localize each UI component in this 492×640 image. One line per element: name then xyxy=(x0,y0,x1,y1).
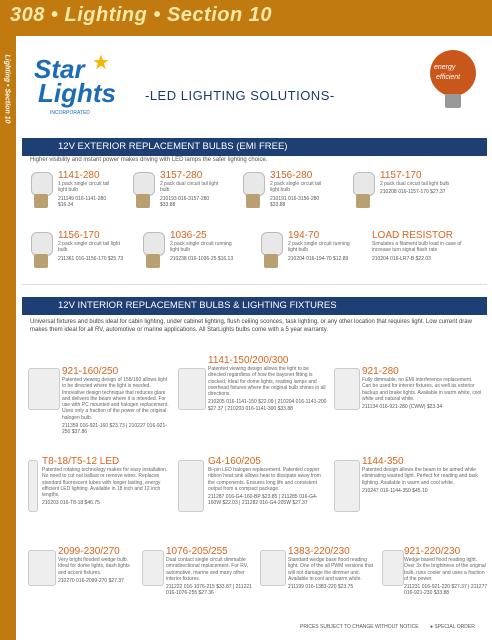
product-title: T8-18/T5-12 LED xyxy=(42,456,120,467)
fixture-image-icon xyxy=(334,368,360,410)
product-price: 210204 016-LR7-B $22.03 xyxy=(372,255,431,262)
product-title: 1144-350 xyxy=(362,456,404,467)
exterior-subtitle: Higher visibility and instant power makes driving with LED lamps the safer lighting choice. xyxy=(30,157,268,163)
product-title: 1157-170 xyxy=(380,170,422,181)
product-1383-220-230 xyxy=(288,546,378,590)
product-title: G4-160/205 xyxy=(208,456,261,467)
product-desc: Patented viewing design of 158/160 allows light to be directed where the light is needed. Innovative design technique that reduces glare and delivers the beam where it is intended. For use with PC mounted and halogen replacement. Uses only a fraction of the power of the original halogen bulb. xyxy=(62,377,169,421)
product-2099-230-270 xyxy=(58,546,138,584)
product-desc: Patented design allows the beam to be aimed while eliminating wasted light. Perfect for reading and task lighting. Available in warm and cool white. xyxy=(362,467,478,486)
product-3157-280 xyxy=(160,170,220,208)
product-title: 3156-280 xyxy=(270,170,313,181)
product-title: 1156-170 xyxy=(58,230,100,241)
product-price: 211359 016-921-160 $23.73 | 210227 016-921-250 $37.86 xyxy=(62,422,167,435)
product-194-70 xyxy=(288,230,358,262)
product-1157-170 xyxy=(380,170,470,196)
footer-special-order xyxy=(430,624,475,630)
product-1076-205-255 xyxy=(166,546,256,597)
logo-line1: Star xyxy=(34,54,85,84)
logo-inc: INCORPORATED xyxy=(50,110,90,116)
bulb-image-icon xyxy=(28,172,54,208)
star-icon: ★ xyxy=(92,52,110,74)
fixture-image-icon xyxy=(28,550,56,586)
product-title: 921-160/250 xyxy=(62,366,119,377)
divider xyxy=(22,284,487,285)
bulb-image-icon xyxy=(350,172,376,208)
special-order-icon: ● xyxy=(430,624,434,630)
product-desc: Fully dimmable, no EMI interference replacement. Can be used for interior fixtures, as well as exterior backup and brake lights. Available in warm white, cool white and natural white. xyxy=(362,377,482,402)
product-price: 210247 016-1144-350 $45.10 xyxy=(362,487,428,494)
product-price: 210191 016-3156-280 $33.88 xyxy=(270,195,320,208)
fixture-image-icon xyxy=(178,368,206,410)
product-desc: 2 pack dual circuit tail light bulb xyxy=(380,181,450,187)
product-title: 3157-280 xyxy=(160,170,203,181)
product-price: 211134 016-921-280 (CWW) $23.34 xyxy=(362,404,443,410)
tube-image-icon xyxy=(28,460,38,512)
product-desc: Simulates a filament bulb load in case of increase turn signal flash rate xyxy=(372,241,462,254)
product-desc: Wedge based flood reading light. Over 3x the brightness of the original bulb, runs cooler and uses a fraction of the power. xyxy=(404,557,486,582)
product-921-280 xyxy=(362,366,482,410)
product-desc: Very bright flooded wedge bulb. Ideal for dome lights, dash lights and accent fixtures. xyxy=(58,557,130,576)
product-desc: Patented viewing design allows the light to be directed regardless of how the bayonet fitting is clocked. Ideal for dome lights, reading lamps and overhead fixtures where the original bulb shines in all directions. xyxy=(208,366,326,397)
product-g4-160-205 xyxy=(208,456,328,507)
product-title: 921-220/230 xyxy=(404,546,461,557)
bulb-image-icon xyxy=(28,232,54,268)
product-1156-170 xyxy=(58,230,128,262)
product-1141-280 xyxy=(58,170,118,208)
bulb-image-icon xyxy=(240,172,266,208)
product-title: 1036-25 xyxy=(170,230,207,241)
energy-line2: efficient xyxy=(436,74,461,81)
product-price: 210270 016-2099-270 $27.37 xyxy=(58,577,124,584)
fixture-image-icon xyxy=(28,368,60,410)
bulb-icon xyxy=(430,50,476,96)
fixture-image-icon xyxy=(142,550,164,586)
product-price: 210193 016-3157-280 $33.88 xyxy=(160,195,210,208)
page-heading: -LED LIGHTING SOLUTIONS- xyxy=(145,88,335,103)
product-desc: 2 pack dual circuit tail light bulb xyxy=(160,181,219,194)
exterior-banner xyxy=(22,138,487,156)
interior-intro: Universal fixtures and bulbs ideal for cabin lighting, under cabinet lighting, flush ceiling sconces, task lighting, or any other location that requires light. Low current draw makes them ideal for all RV, automotive or marine applications. All StarLights bulbs come with a 5 year warranty. xyxy=(30,319,472,334)
bulb-base-icon xyxy=(445,94,461,108)
product-title: 921-280 xyxy=(362,366,399,377)
product-price: 211361 016-1156-170 $25.73 xyxy=(58,255,124,262)
product-price: 211231 016-921-220 $27.37 | 211277 016-921-230 $33.88 xyxy=(404,584,488,597)
product-title: 1141-280 xyxy=(58,170,100,181)
fixture-image-icon xyxy=(178,460,204,512)
product-desc: Patented rotating technology makes for easy installation. No need to cut out ballast or remove wires. Replaces standard fluorescent tubes with longer lasting, energy efficient LED lighting. Available in 18 inch and 12 inch lengths. xyxy=(42,467,168,498)
logo-line2: Lights xyxy=(38,78,116,108)
product-price: 210208 016-1157-170 $27.37 xyxy=(380,189,446,196)
interior-banner xyxy=(22,297,487,315)
bulb-image-icon xyxy=(258,232,284,268)
energy-line1: energy xyxy=(434,64,456,71)
product-title: 1076-205/255 xyxy=(166,546,228,557)
bulb-image-icon xyxy=(140,232,166,268)
fixture-image-icon xyxy=(260,550,286,586)
side-tab-label: Lighting • Section 10 xyxy=(3,54,11,124)
bulb-image-icon xyxy=(130,172,156,208)
product-t8-t5-led xyxy=(42,456,172,507)
starlights-logo xyxy=(22,48,122,128)
product-price: 210238 016-1036-25 $16.13 xyxy=(170,255,234,262)
product-title: 1141-150/200/300 xyxy=(208,355,289,366)
side-tab xyxy=(0,36,16,640)
section-header-bar xyxy=(0,0,492,36)
product-desc: 2 pack single circuit running light bulb xyxy=(170,241,232,254)
exterior-banner-text: 12V EXTERIOR REPLACEMENT BULBS (EMI FREE) xyxy=(58,141,288,152)
product-1141-150-200-300 xyxy=(208,355,328,412)
product-title: 2099-230/270 xyxy=(58,546,120,557)
product-price: 210204 016-194-70 $12.89 xyxy=(288,255,349,262)
footer-note: PRICES SUBJECT TO CHANGE WITHOUT NOTICE xyxy=(300,624,419,630)
product-desc: Bi-pin LED halogen replacement. Patented copper ribbon heat sink allows heat to dissipate away from the components. Ensures long life and consistent output from a compact package. xyxy=(208,467,321,492)
product-desc: 2 pack single circuit running light bulb xyxy=(288,241,350,254)
product-desc: 2 pack single circuit tail light bulb xyxy=(270,181,322,194)
product-1036-25 xyxy=(170,230,240,262)
product-title: 1383-220/230 xyxy=(288,546,350,557)
product-price: 210203 016-T8-18 $46.75 xyxy=(42,500,100,507)
product-desc: Dual contact single circuit dimmable omnidirectional replacement. For RV, automotive, marine and many other interior fixtures. xyxy=(166,557,248,582)
product-desc: 2 pack single circuit tail light bulb xyxy=(58,241,120,254)
product-price: 210205 016-1141-150 $22.09 | 210204 016-1141-200 $27.37 | 210203 016-1141-300 $33.88 xyxy=(208,399,327,412)
product-title: LOAD RESISTOR xyxy=(372,230,453,241)
product-title: 194-70 xyxy=(288,230,320,241)
fixture-image-icon xyxy=(334,460,360,512)
section-title: 308 • Lighting • Section 10 xyxy=(10,4,272,26)
product-load-resistor xyxy=(372,230,472,262)
product-price: 211149 016-1141-280 $16.34 xyxy=(58,195,107,208)
product-desc: 1 pack single circuit tail light bulb xyxy=(58,181,110,194)
energy-efficient-badge xyxy=(420,48,480,118)
special-order-label: SPECIAL ORDER xyxy=(434,624,475,630)
interior-banner-text: 12V INTERIOR REPLACEMENT BULBS & LIGHTING FIXTURES xyxy=(58,300,337,311)
product-921-220-230 xyxy=(404,546,488,597)
product-921-160-250 xyxy=(62,366,172,435)
product-desc: Standard wedge base flood reading light. One of the all PWM versions that will not damage the dimmer unit. Available in cool and warm white. xyxy=(288,557,374,582)
product-price: 211199 016-1383-220 $23.75 xyxy=(288,584,354,590)
product-3156-280 xyxy=(270,170,330,208)
product-price: 211222 016-1076-215 $33.87 | 211221 016-1076-255 $27.36 xyxy=(166,584,252,597)
product-1144-350 xyxy=(362,456,482,494)
product-price: 211287 016-G4-160-BP $23.85 | 211285 016-G4-160W $22.03 | 211282 016-G4-205W $27.37 xyxy=(208,494,318,507)
fixture-image-icon xyxy=(382,550,404,586)
